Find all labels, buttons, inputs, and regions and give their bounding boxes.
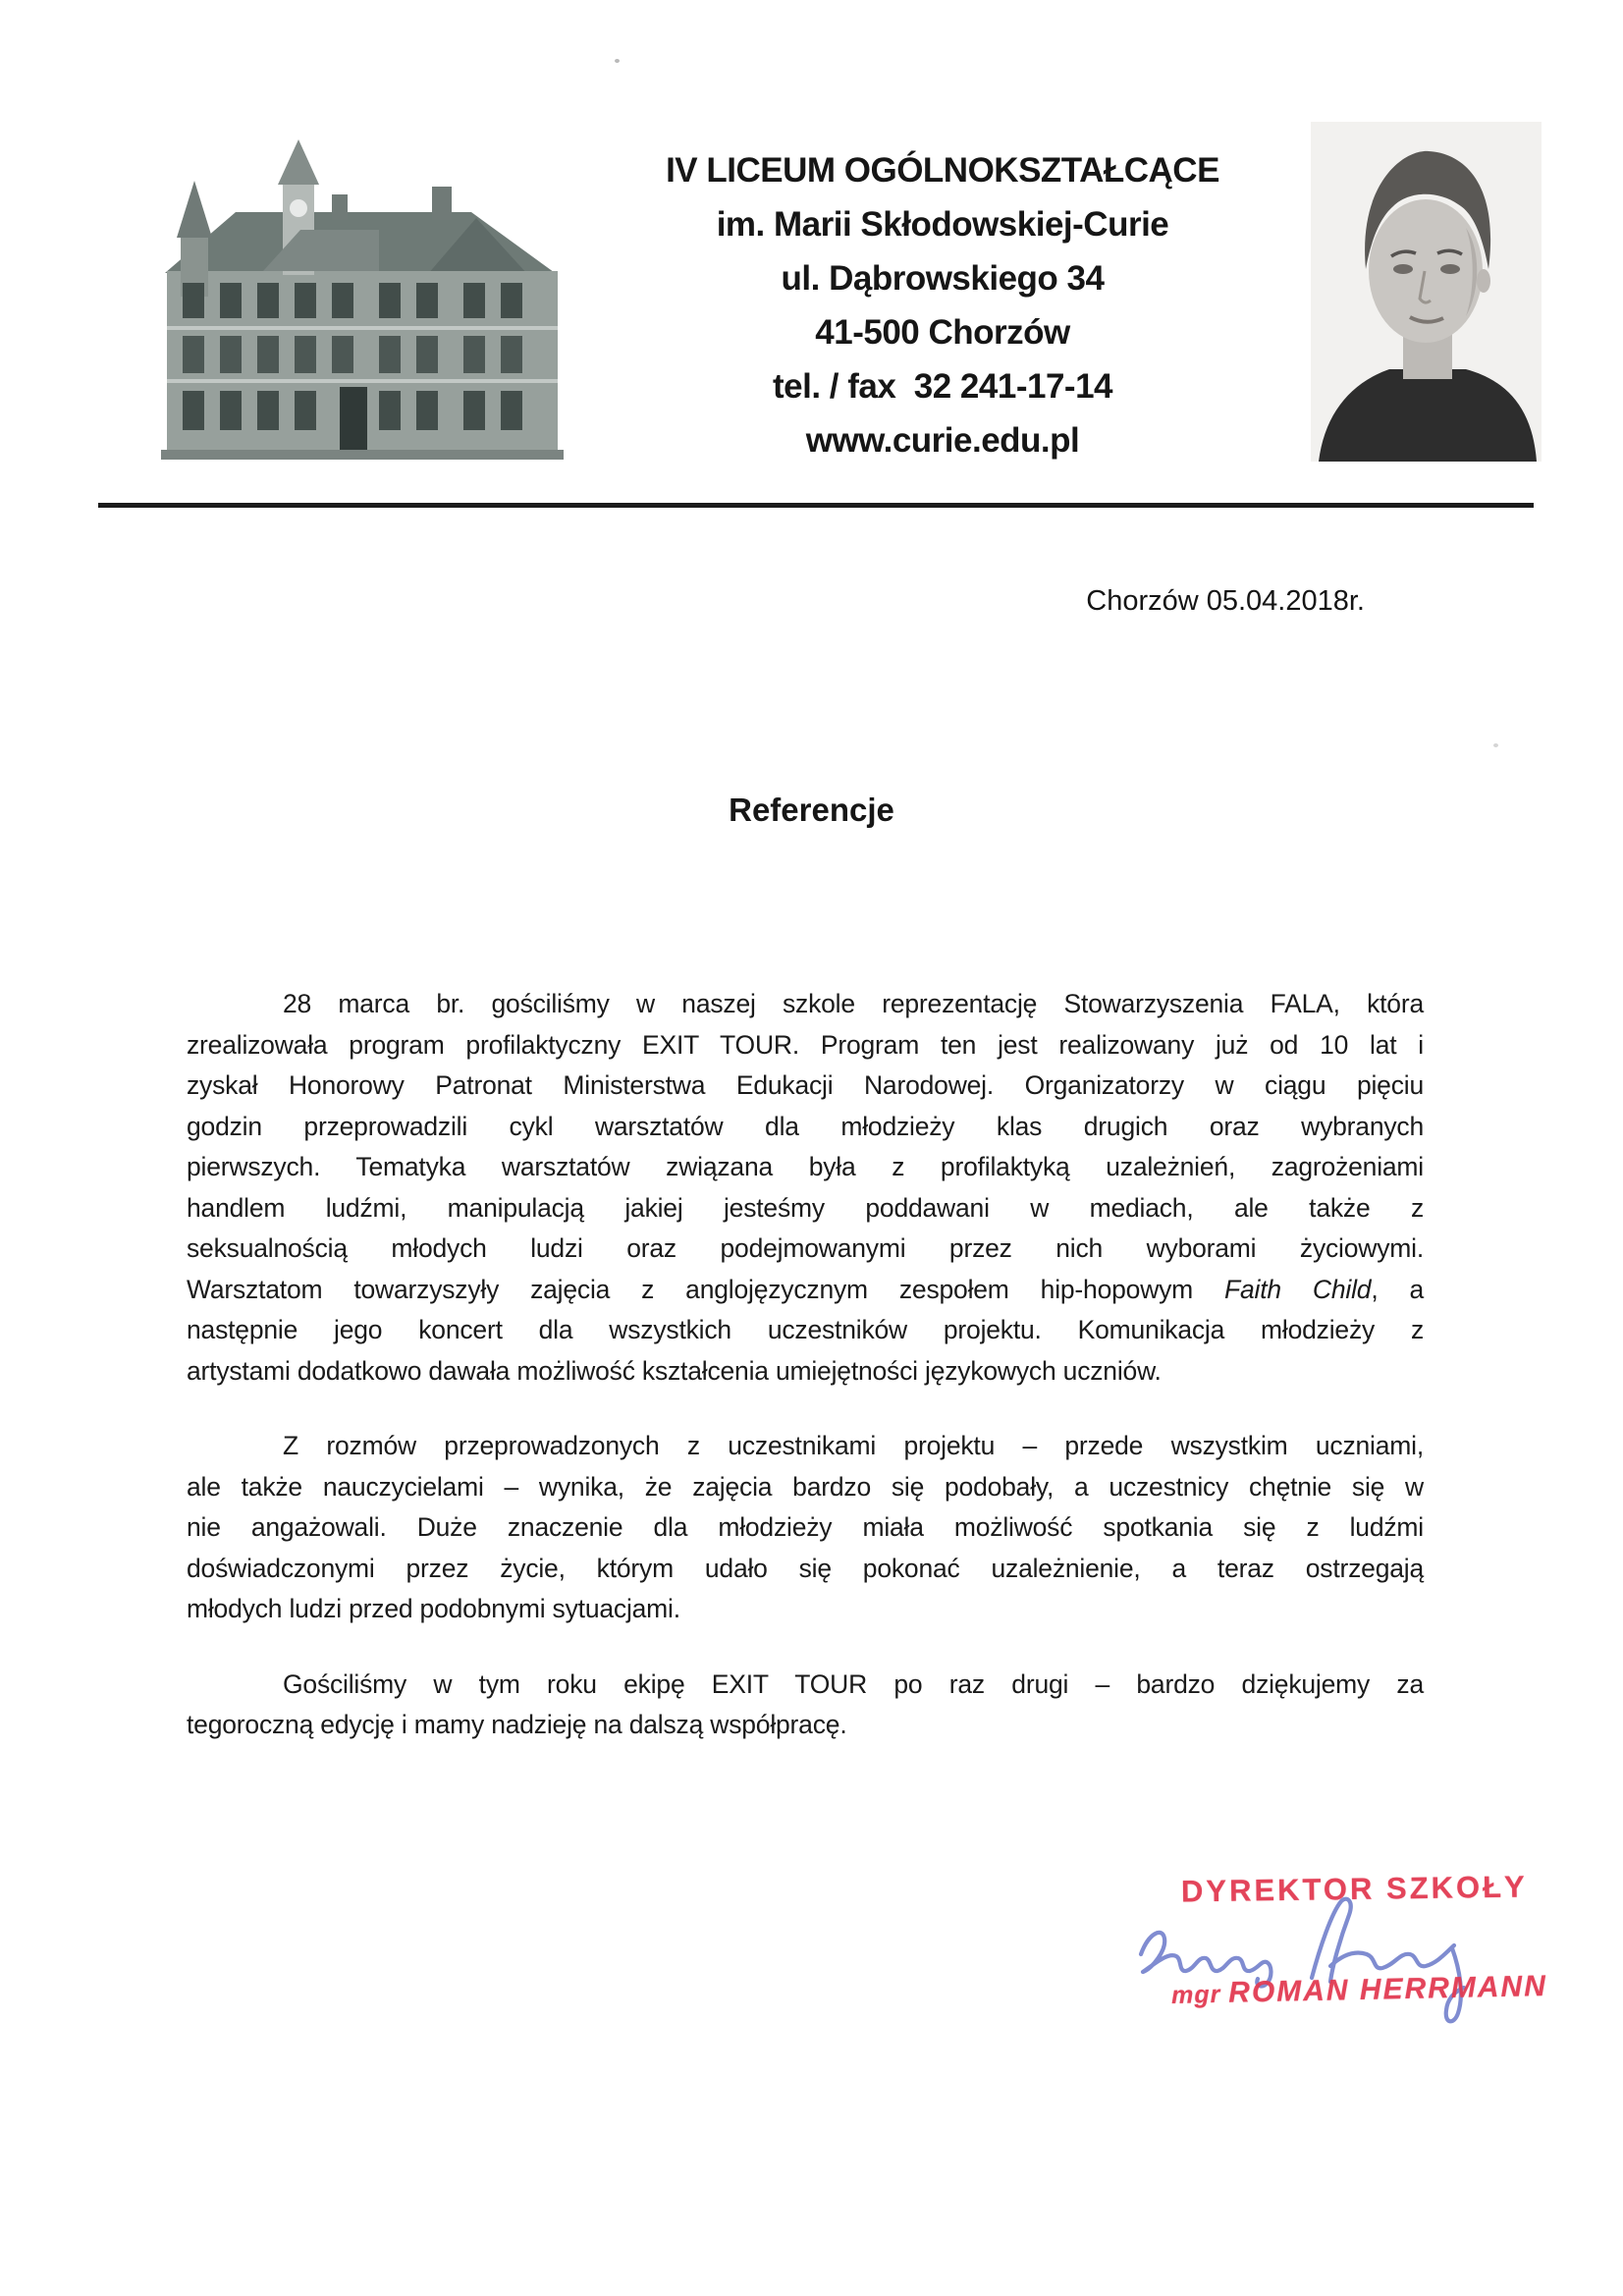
body-line: 28 marca br. gościliśmy w naszej szkole reprezentację Stowarzyszenia FALA, która: [283, 989, 1424, 1018]
header-divider: [98, 503, 1534, 508]
faith-child-italic: Faith Child: [1224, 1274, 1372, 1304]
body-line: następnie jego koncert dla wszystkich uczestników projektu. Komunikacja młodzieży z: [187, 1315, 1424, 1344]
body-line-segment: , a: [1371, 1274, 1424, 1304]
body-line: godzin przeprowadzili cykl warsztatów dla młodzieży klas drugich oraz wybranych: [187, 1111, 1424, 1141]
body-line: handlem ludźmi, manipulacją jakiej jesteśmy poddawani w mediach, ale także z: [187, 1192, 1424, 1223]
paragraph-2: [187, 1426, 1424, 1630]
body-line: młodych ludzi przed podobnymi sytuacjami.: [187, 1594, 680, 1623]
body-line: Z rozmów przeprowadzonych z uczestnikami projektu – przede wszystkim uczniami,: [283, 1431, 1424, 1460]
school-street-line: ul. Dąbrowskiego 34: [781, 259, 1105, 298]
body-line: seksualnością młodych ludzi oraz podejmowanymi przez nich wyborami życiowymi.: [187, 1233, 1424, 1263]
body-line: ale także nauczycielami – wynika, że zajęcia bardzo się podobały, a uczestnicy chętnie się w: [187, 1471, 1424, 1502]
school-website-line: www.curie.edu.pl: [805, 421, 1080, 460]
portrait-illustration: [1311, 122, 1542, 462]
body-line: doświadczonymi przez życie, którym udało się pokonać uzależnienie, a teraz ostrzegają: [187, 1553, 1424, 1583]
paragraph-1: [187, 984, 1424, 1392]
scan-speck: [1493, 743, 1498, 747]
stamp-name-text: ROMAN HERRMANN: [1227, 1969, 1548, 2009]
letter-title: Referencje: [729, 792, 894, 828]
body-line: [187, 1270, 1424, 1311]
body-line: artystami dodatkowo dawała możliwość kształcenia umiejętności językowych uczniów.: [187, 1355, 1162, 1386]
director-stamp-role-line: DYREKTOR SZKOŁY: [1180, 1869, 1528, 1909]
school-phone-line: tel. / fax 32 241-17-14: [773, 367, 1112, 406]
body-line: tegoroczną edycję i mamy nadzieję na dalszą współpracę.: [187, 1710, 847, 1739]
school-name-line: IV LICEUM OGÓLNOKSZTAŁCĄCE: [666, 151, 1219, 190]
school-patron-line: im. Marii Skłodowskiej-Curie: [716, 205, 1169, 244]
school-building-photo: [137, 126, 579, 471]
school-building-illustration: [137, 126, 579, 471]
body-line-segment: Warsztatom towarzyszyły zajęcia z anglojęzycznym zespołem hip-hopowym: [187, 1274, 1225, 1304]
paragraph-3: [187, 1665, 1424, 1746]
body-line: Gościliśmy w tym roku ekipę EXIT TOUR po raz drugi – bardzo dziękujemy za: [283, 1668, 1424, 1699]
school-city-line: 41-500 Chorzów: [815, 313, 1070, 352]
school-info: [609, 143, 1276, 467]
body-line: nie angażowali. Duże znaczenie dla młodzieży miała możliwość spotkania się z ludźmi: [187, 1512, 1424, 1542]
letter-body: [187, 984, 1424, 1780]
body-line: zrealizowała program profilaktyczny EXIT TOUR. Program ten jest realizowany już od 10 lat i: [187, 1029, 1424, 1060]
marie-curie-portrait-photo: [1311, 122, 1542, 462]
body-line: zyskał Honorowy Patronat Ministerstwa Edukacji Narodowej. Organizatorzy w ciągu pięciu: [187, 1070, 1424, 1100]
stamp-name-prefix: mgr: [1170, 1980, 1229, 2010]
scan-speck: [615, 59, 620, 63]
date-line: Chorzów 05.04.2018r.: [1086, 585, 1365, 617]
body-line: pierwszych. Tematyka warsztatów związana była z profilaktyką uzależnień, zagrożeniami: [187, 1152, 1424, 1181]
